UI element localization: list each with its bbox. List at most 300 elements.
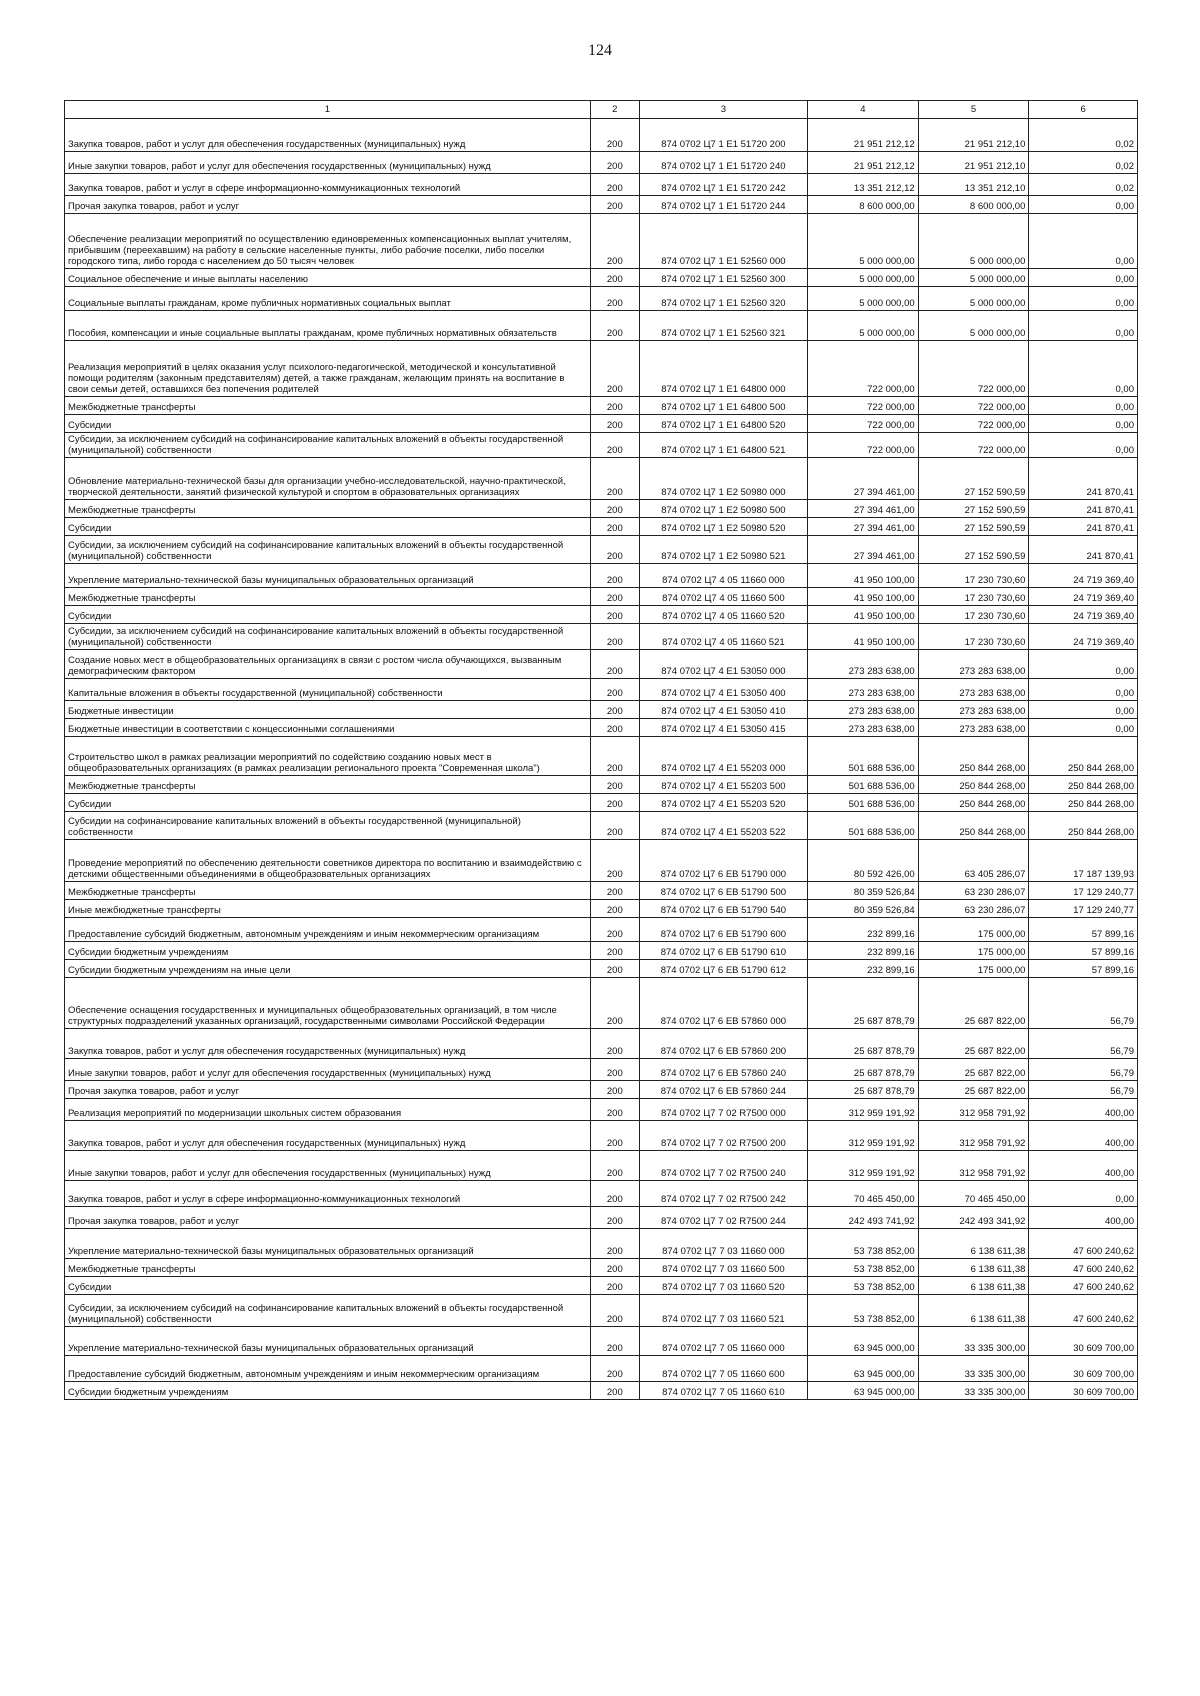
table-row [65,119,1138,152]
remaining-amount: 0,00 [1029,719,1138,737]
page-number: 124 [588,42,612,59]
executed-amount: 63 405 286,07 [918,840,1029,882]
executed-amount: 273 283 638,00 [918,701,1029,719]
planned-amount: 63 945 000,00 [807,1356,918,1382]
budget-classification-code: 874 0702 Ц7 1 Е1 64800 521 [639,433,807,458]
planned-amount: 501 688 536,00 [807,812,918,840]
column-header: 1 [65,101,591,119]
table-body [65,119,1138,1400]
planned-amount: 25 687 878,79 [807,1081,918,1099]
planned-amount: 722 000,00 [807,433,918,458]
table-row [65,1181,1138,1207]
item-name: Субсидии бюджетным учреждениям [65,1382,591,1400]
planned-amount: 5 000 000,00 [807,214,918,269]
item-name: Субсидии, за исключением субсидий на софинансирование капитальных вложений в объекты государственной (муниципальной) собственности [65,1295,591,1327]
planned-amount: 273 283 638,00 [807,719,918,737]
remaining-amount: 24 719 369,40 [1029,564,1138,588]
executed-amount: 175 000,00 [918,960,1029,978]
row-code: 200 [590,311,639,341]
table-row [65,719,1138,737]
item-name: Межбюджетные трансферты [65,1259,591,1277]
table-row [65,679,1138,701]
remaining-amount: 57 899,16 [1029,942,1138,960]
budget-classification-code: 874 0702 Ц7 1 Е2 50980 500 [639,500,807,518]
executed-amount: 25 687 822,00 [918,1081,1029,1099]
remaining-amount: 56,79 [1029,1081,1138,1099]
executed-amount: 27 152 590,59 [918,500,1029,518]
planned-amount: 722 000,00 [807,341,918,397]
budget-classification-code: 874 0702 Ц7 6 ЕВ 57860 240 [639,1059,807,1081]
executed-amount: 312 958 791,92 [918,1099,1029,1121]
table-row [65,341,1138,397]
row-code: 200 [590,1382,639,1400]
budget-classification-code: 874 0702 Ц7 6 ЕВ 57860 000 [639,978,807,1029]
remaining-amount: 30 609 700,00 [1029,1327,1138,1356]
row-code: 200 [590,518,639,536]
budget-classification-code: 874 0702 Ц7 1 Е1 51720 200 [639,119,807,152]
planned-amount: 501 688 536,00 [807,794,918,812]
table-row [65,650,1138,679]
table-row [65,1229,1138,1259]
column-header: 5 [918,101,1029,119]
budget-classification-code: 874 0702 Ц7 4 Е1 53050 400 [639,679,807,701]
row-code: 200 [590,341,639,397]
item-name: Закупка товаров, работ и услуг для обеспечения государственных (муниципальных) нужд [65,119,591,152]
remaining-amount: 0,00 [1029,1181,1138,1207]
item-name: Иные закупки товаров, работ и услуг для обеспечения государственных (муниципальных) нужд [65,1059,591,1081]
row-code: 200 [590,960,639,978]
planned-amount: 5 000 000,00 [807,311,918,341]
item-name: Субсидии, за исключением субсидий на софинансирование капитальных вложений в объекты государственной (муниципальной) собственности [65,536,591,564]
item-name: Закупка товаров, работ и услуг в сфере информационно-коммуникационных технологий [65,1181,591,1207]
executed-amount: 175 000,00 [918,918,1029,942]
table-row [65,152,1138,174]
table-row [65,1382,1138,1400]
executed-amount: 273 283 638,00 [918,719,1029,737]
item-name: Закупка товаров, работ и услуг для обеспечения государственных (муниципальных) нужд [65,1121,591,1151]
header-row [65,101,1138,119]
budget-classification-code: 874 0702 Ц7 6 ЕВ 51790 000 [639,840,807,882]
planned-amount: 501 688 536,00 [807,776,918,794]
row-code: 200 [590,650,639,679]
executed-amount: 5 000 000,00 [918,287,1029,311]
remaining-amount: 241 870,41 [1029,518,1138,536]
executed-amount: 63 230 286,07 [918,882,1029,900]
item-name: Капитальные вложения в объекты государственной (муниципальной) собственности [65,679,591,701]
executed-amount: 250 844 268,00 [918,794,1029,812]
executed-amount: 273 283 638,00 [918,679,1029,701]
table-row [65,942,1138,960]
executed-amount: 273 283 638,00 [918,650,1029,679]
budget-classification-code: 874 0702 Ц7 1 Е2 50980 000 [639,458,807,500]
budget-classification-code: 874 0702 Ц7 4 Е1 53050 410 [639,701,807,719]
budget-classification-code: 874 0702 Ц7 1 Е2 50980 521 [639,536,807,564]
table-row [65,1277,1138,1295]
remaining-amount: 0,00 [1029,433,1138,458]
table-row [65,978,1138,1029]
table-row [65,1356,1138,1382]
table-row [65,269,1138,287]
executed-amount: 250 844 268,00 [918,737,1029,776]
item-name: Обеспечение реализации мероприятий по осуществлению единовременных компенсационных выплат учителям, прибывшим (переехавшим) на работу в сельские населенные пункты, либо рабочие поселки, либо поселки городского типа, либо города с населением до 50 тысяч человек [65,214,591,269]
row-code: 200 [590,1207,639,1229]
planned-amount: 63 945 000,00 [807,1382,918,1400]
remaining-amount: 24 719 369,40 [1029,588,1138,606]
executed-amount: 722 000,00 [918,415,1029,433]
executed-amount: 5 000 000,00 [918,311,1029,341]
item-name: Бюджетные инвестиции в соответствии с концессионными соглашениями [65,719,591,737]
planned-amount: 232 899,16 [807,918,918,942]
item-name: Прочая закупка товаров, работ и услуг [65,1081,591,1099]
table-row [65,536,1138,564]
table-row [65,1099,1138,1121]
item-name: Межбюджетные трансферты [65,588,591,606]
item-name: Строительство школ в рамках реализации мероприятий по содействию созданию новых мест в общеобразовательных организациях (в рамках реализации регионального проекта "Современная школа") [65,737,591,776]
executed-amount: 6 138 611,38 [918,1277,1029,1295]
table-row [65,433,1138,458]
planned-amount: 273 283 638,00 [807,701,918,719]
remaining-amount: 57 899,16 [1029,960,1138,978]
table-row [65,1151,1138,1181]
executed-amount: 722 000,00 [918,397,1029,415]
remaining-amount: 56,79 [1029,1029,1138,1059]
row-code: 200 [590,433,639,458]
remaining-amount: 47 600 240,62 [1029,1295,1138,1327]
budget-classification-code: 874 0702 Ц7 6 ЕВ 51790 540 [639,900,807,918]
remaining-amount: 0,00 [1029,701,1138,719]
remaining-amount: 0,00 [1029,341,1138,397]
item-name: Закупка товаров, работ и услуг для обеспечения государственных (муниципальных) нужд [65,1029,591,1059]
row-code: 200 [590,1327,639,1356]
planned-amount: 53 738 852,00 [807,1259,918,1277]
remaining-amount: 250 844 268,00 [1029,737,1138,776]
table-row [65,500,1138,518]
row-code: 200 [590,152,639,174]
item-name: Межбюджетные трансферты [65,500,591,518]
row-code: 200 [590,588,639,606]
item-name: Создание новых мест в общеобразовательных организациях в связи с ростом числа обучающихся, вызванным демографическим фактором [65,650,591,679]
table-row [65,1081,1138,1099]
planned-amount: 41 950 100,00 [807,564,918,588]
row-code: 200 [590,174,639,196]
planned-amount: 41 950 100,00 [807,588,918,606]
table-row [65,1295,1138,1327]
remaining-amount: 0,00 [1029,397,1138,415]
table-row [65,960,1138,978]
table-row [65,174,1138,196]
planned-amount: 53 738 852,00 [807,1295,918,1327]
item-name: Укрепление материально-технической базы муниципальных образовательных организаций [65,1229,591,1259]
planned-amount: 27 394 461,00 [807,500,918,518]
row-code: 200 [590,1059,639,1081]
budget-classification-code: 874 0702 Ц7 4 Е1 55203 500 [639,776,807,794]
row-code: 200 [590,812,639,840]
budget-classification-code: 874 0702 Ц7 4 05 11660 500 [639,588,807,606]
column-header: 3 [639,101,807,119]
row-code: 200 [590,564,639,588]
remaining-amount: 30 609 700,00 [1029,1356,1138,1382]
table-row [65,1259,1138,1277]
item-name: Пособия, компенсации и иные социальные выплаты гражданам, кроме публичных нормативных обязательств [65,311,591,341]
executed-amount: 70 465 450,00 [918,1181,1029,1207]
budget-classification-code: 874 0702 Ц7 7 02 R7500 000 [639,1099,807,1121]
table-row [65,900,1138,918]
row-code: 200 [590,397,639,415]
remaining-amount: 250 844 268,00 [1029,776,1138,794]
table-row [65,1029,1138,1059]
executed-amount: 722 000,00 [918,341,1029,397]
table-row [65,1121,1138,1151]
row-code: 200 [590,196,639,214]
executed-amount: 21 951 212,10 [918,152,1029,174]
item-name: Реализация мероприятий по модернизации школьных систем образования [65,1099,591,1121]
planned-amount: 63 945 000,00 [807,1327,918,1356]
executed-amount: 250 844 268,00 [918,776,1029,794]
item-name: Закупка товаров, работ и услуг в сфере информационно-коммуникационных технологий [65,174,591,196]
budget-classification-code: 874 0702 Ц7 1 Е1 64800 500 [639,397,807,415]
table-row [65,606,1138,624]
budget-classification-code: 874 0702 Ц7 1 Е1 52560 320 [639,287,807,311]
budget-classification-code: 874 0702 Ц7 7 02 R7500 200 [639,1121,807,1151]
planned-amount: 722 000,00 [807,415,918,433]
planned-amount: 25 687 878,79 [807,1059,918,1081]
row-code: 200 [590,679,639,701]
row-code: 200 [590,776,639,794]
item-name: Субсидии [65,1277,591,1295]
remaining-amount: 250 844 268,00 [1029,794,1138,812]
budget-classification-code: 874 0702 Ц7 4 Е1 55203 000 [639,737,807,776]
row-code: 200 [590,119,639,152]
table-row [65,287,1138,311]
table-row [65,1059,1138,1081]
remaining-amount: 241 870,41 [1029,500,1138,518]
executed-amount: 25 687 822,00 [918,1029,1029,1059]
executed-amount: 242 493 341,92 [918,1207,1029,1229]
executed-amount: 5 000 000,00 [918,214,1029,269]
remaining-amount: 0,00 [1029,214,1138,269]
row-code: 200 [590,1029,639,1059]
remaining-amount: 241 870,41 [1029,536,1138,564]
planned-amount: 41 950 100,00 [807,624,918,650]
item-name: Межбюджетные трансферты [65,776,591,794]
table-row [65,415,1138,433]
planned-amount: 5 000 000,00 [807,287,918,311]
budget-classification-code: 874 0702 Ц7 1 Е1 52560 321 [639,311,807,341]
planned-amount: 232 899,16 [807,942,918,960]
item-name: Субсидии, за исключением субсидий на софинансирование капитальных вложений в объекты государственной (муниципальной) собственности [65,624,591,650]
item-name: Иные закупки товаров, работ и услуг для обеспечения государственных (муниципальных) нужд [65,1151,591,1181]
remaining-amount: 47 600 240,62 [1029,1229,1138,1259]
table-row [65,737,1138,776]
table-row [65,882,1138,900]
budget-classification-code: 874 0702 Ц7 1 Е1 51720 242 [639,174,807,196]
remaining-amount: 400,00 [1029,1121,1138,1151]
executed-amount: 33 335 300,00 [918,1382,1029,1400]
budget-classification-code: 874 0702 Ц7 1 Е2 50980 520 [639,518,807,536]
executed-amount: 6 138 611,38 [918,1229,1029,1259]
planned-amount: 273 283 638,00 [807,650,918,679]
executed-amount: 33 335 300,00 [918,1327,1029,1356]
table-row [65,1207,1138,1229]
item-name: Иные закупки товаров, работ и услуг для обеспечения государственных (муниципальных) нужд [65,152,591,174]
remaining-amount: 250 844 268,00 [1029,812,1138,840]
budget-classification-code: 874 0702 Ц7 7 03 11660 000 [639,1229,807,1259]
planned-amount: 273 283 638,00 [807,679,918,701]
remaining-amount: 0,00 [1029,679,1138,701]
remaining-amount: 0,00 [1029,415,1138,433]
budget-classification-code: 874 0702 Ц7 7 03 11660 521 [639,1295,807,1327]
executed-amount: 250 844 268,00 [918,812,1029,840]
item-name: Субсидии бюджетным учреждениям [65,942,591,960]
executed-amount: 21 951 212,10 [918,119,1029,152]
budget-classification-code: 874 0702 Ц7 4 05 11660 521 [639,624,807,650]
item-name: Проведение мероприятий по обеспечению деятельности советников директора по воспитанию и взаимодействию с детскими общественными объединениями в общеобразовательных организациях [65,840,591,882]
executed-amount: 6 138 611,38 [918,1259,1029,1277]
planned-amount: 27 394 461,00 [807,458,918,500]
executed-amount: 13 351 212,10 [918,174,1029,196]
row-code: 200 [590,1099,639,1121]
table-row [65,794,1138,812]
row-code: 200 [590,882,639,900]
executed-amount: 312 958 791,92 [918,1121,1029,1151]
remaining-amount: 0,00 [1029,650,1138,679]
budget-classification-code: 874 0702 Ц7 4 05 11660 520 [639,606,807,624]
executed-amount: 27 152 590,59 [918,518,1029,536]
executed-amount: 5 000 000,00 [918,269,1029,287]
planned-amount: 312 959 191,92 [807,1151,918,1181]
row-code: 200 [590,1081,639,1099]
row-code: 200 [590,900,639,918]
executed-amount: 722 000,00 [918,433,1029,458]
budget-classification-code: 874 0702 Ц7 7 02 R7500 240 [639,1151,807,1181]
item-name: Социальные выплаты гражданам, кроме публичных нормативных социальных выплат [65,287,591,311]
row-code: 200 [590,415,639,433]
item-name: Предоставление субсидий бюджетным, автономным учреждениям и иным некоммерческим организациям [65,1356,591,1382]
remaining-amount: 56,79 [1029,1059,1138,1081]
row-code: 200 [590,942,639,960]
row-code: 200 [590,701,639,719]
row-code: 200 [590,624,639,650]
row-code: 200 [590,269,639,287]
remaining-amount: 17 129 240,77 [1029,882,1138,900]
row-code: 200 [590,606,639,624]
item-name: Предоставление субсидий бюджетным, автономным учреждениям и иным некоммерческим организациям [65,918,591,942]
item-name: Субсидии на софинансирование капитальных вложений в объекты государственной (муниципальной) собственности [65,812,591,840]
item-name: Иные межбюджетные трансферты [65,900,591,918]
planned-amount: 27 394 461,00 [807,518,918,536]
planned-amount: 53 738 852,00 [807,1277,918,1295]
executed-amount: 312 958 791,92 [918,1151,1029,1181]
table-row [65,458,1138,500]
table-row [65,311,1138,341]
remaining-amount: 0,02 [1029,174,1138,196]
executed-amount: 6 138 611,38 [918,1295,1029,1327]
item-name: Субсидии [65,518,591,536]
executed-amount: 25 687 822,00 [918,1059,1029,1081]
table-row [65,776,1138,794]
budget-classification-code: 874 0702 Ц7 4 05 11660 000 [639,564,807,588]
row-code: 200 [590,536,639,564]
row-code: 200 [590,918,639,942]
planned-amount: 80 592 426,00 [807,840,918,882]
table-row [65,196,1138,214]
planned-amount: 21 951 212,12 [807,152,918,174]
item-name: Реализация мероприятий в целях оказания услуг психолого-педагогической, методической и консультативной помощи родителям (законным представителям) детей, а также гражданам, желающим принять на воспитание в свои семьи детей, оставшихся без попечения родителей [65,341,591,397]
planned-amount: 5 000 000,00 [807,269,918,287]
budget-classification-code: 874 0702 Ц7 6 ЕВ 51790 610 [639,942,807,960]
planned-amount: 312 959 191,92 [807,1099,918,1121]
item-name: Прочая закупка товаров, работ и услуг [65,1207,591,1229]
row-code: 200 [590,1277,639,1295]
item-name: Субсидии [65,794,591,812]
planned-amount: 80 359 526,84 [807,900,918,918]
item-name: Социальное обеспечение и иные выплаты населению [65,269,591,287]
budget-classification-code: 874 0702 Ц7 7 03 11660 520 [639,1277,807,1295]
remaining-amount: 400,00 [1029,1151,1138,1181]
item-name: Субсидии, за исключением субсидий на софинансирование капитальных вложений в объекты государственной (муниципальной) собственности [65,433,591,458]
row-code: 200 [590,794,639,812]
remaining-amount: 17 187 139,93 [1029,840,1138,882]
remaining-amount: 400,00 [1029,1207,1138,1229]
planned-amount: 13 351 212,12 [807,174,918,196]
budget-classification-code: 874 0702 Ц7 4 Е1 55203 520 [639,794,807,812]
remaining-amount: 24 719 369,40 [1029,606,1138,624]
budget-table [64,100,1138,1400]
item-name: Укрепление материально-технической базы муниципальных образовательных организаций [65,564,591,588]
planned-amount: 8 600 000,00 [807,196,918,214]
remaining-amount: 0,02 [1029,119,1138,152]
row-code: 200 [590,719,639,737]
budget-classification-code: 874 0702 Ц7 6 ЕВ 51790 612 [639,960,807,978]
item-name: Субсидии [65,606,591,624]
remaining-amount: 17 129 240,77 [1029,900,1138,918]
budget-classification-code: 874 0702 Ц7 4 Е1 53050 000 [639,650,807,679]
item-name: Субсидии бюджетным учреждениям на иные цели [65,960,591,978]
remaining-amount: 24 719 369,40 [1029,624,1138,650]
table-row [65,624,1138,650]
budget-classification-code: 874 0702 Ц7 1 Е1 51720 244 [639,196,807,214]
table-row [65,564,1138,588]
item-name: Обновление материально-технической базы для организации учебно-исследовательской, научно-практической, творческой деятельности, занятий физической культурой и спортом в образовательных организациях [65,458,591,500]
remaining-amount: 56,79 [1029,978,1138,1029]
remaining-amount: 0,02 [1029,152,1138,174]
item-name: Укрепление материально-технической базы муниципальных образовательных организаций [65,1327,591,1356]
row-code: 200 [590,1259,639,1277]
executed-amount: 33 335 300,00 [918,1356,1029,1382]
table-row [65,701,1138,719]
planned-amount: 25 687 878,79 [807,978,918,1029]
budget-classification-code: 874 0702 Ц7 1 Е1 52560 300 [639,269,807,287]
row-code: 200 [590,1121,639,1151]
budget-classification-code: 874 0702 Ц7 6 ЕВ 51790 500 [639,882,807,900]
budget-classification-code: 874 0702 Ц7 7 05 11660 000 [639,1327,807,1356]
table-row [65,840,1138,882]
row-code: 200 [590,214,639,269]
row-code: 200 [590,1181,639,1207]
budget-classification-code: 874 0702 Ц7 6 ЕВ 57860 244 [639,1081,807,1099]
column-header: 2 [590,101,639,119]
remaining-amount: 400,00 [1029,1099,1138,1121]
item-name: Межбюджетные трансферты [65,397,591,415]
executed-amount: 8 600 000,00 [918,196,1029,214]
budget-classification-code: 874 0702 Ц7 7 05 11660 610 [639,1382,807,1400]
column-header: 6 [1029,101,1138,119]
budget-classification-code: 874 0702 Ц7 6 ЕВ 57860 200 [639,1029,807,1059]
planned-amount: 312 959 191,92 [807,1121,918,1151]
executed-amount: 27 152 590,59 [918,458,1029,500]
table-row [65,518,1138,536]
row-code: 200 [590,737,639,776]
